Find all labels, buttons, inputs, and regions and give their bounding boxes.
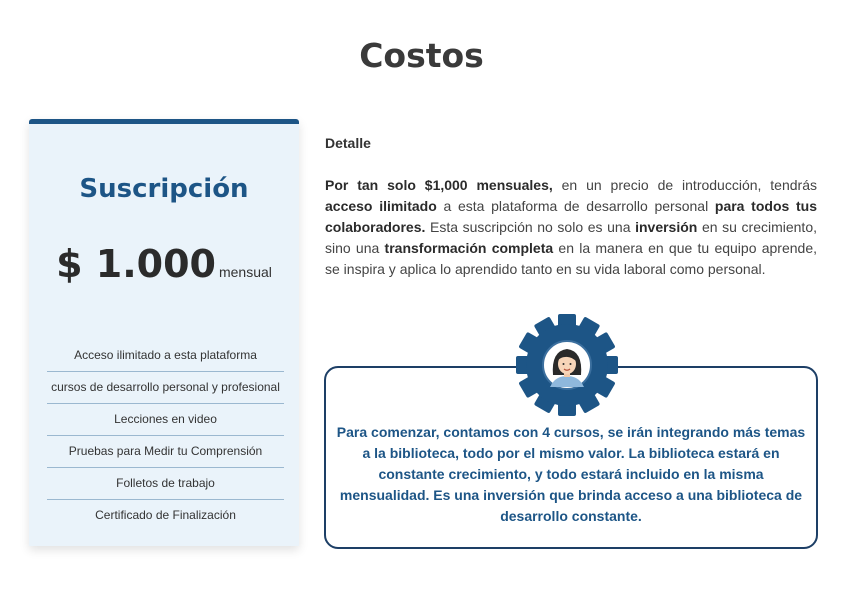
- feature-item: Pruebas para Medir tu Comprensión: [47, 436, 284, 468]
- price-unit: mensual: [218, 264, 272, 280]
- feature-item: Lecciones en video: [47, 404, 284, 436]
- price: [29, 242, 299, 286]
- subscription-card: [29, 119, 299, 546]
- detail-normal: en un precio de introducción, tendrás: [552, 177, 817, 193]
- detail-normal: en la manera en que tu equipo aprende, se inspira y aplica lo aprendido tanto en su vida laboral como personal.: [325, 240, 817, 277]
- card-title: Suscripción: [79, 174, 249, 204]
- price-amount: $ 1.000: [56, 242, 216, 286]
- feature-item: cursos de desarrollo personal y profesional: [47, 372, 284, 404]
- feature-item: Certificado de Finalización: [95, 508, 236, 522]
- detail-bold: transformación completa: [384, 240, 554, 256]
- info-text: Para comenzar, contamos con 4 cursos, se irán integrando más temas a la biblioteca, todo por el mismo valor. La biblioteca estará en constante crecimiento, y todo estará incluido en la misma mensualidad. Es una inversión que brinda acceso a una biblioteca de desarrollo constante.: [336, 424, 806, 524]
- detail-normal: a esta plataforma de desarrollo personal: [436, 198, 715, 214]
- detail-normal: en su crecimiento, sino una: [325, 219, 818, 256]
- feature-item: Acceso ilimitado a esta plataforma: [47, 340, 284, 372]
- detail-heading: Detalle: [325, 135, 371, 151]
- feature-list: [47, 340, 284, 531]
- detail-normal: Esta suscripción no solo es una: [425, 219, 636, 235]
- page-title: Costos: [359, 36, 484, 75]
- detail-bold: para todos tus colaboradores.: [325, 198, 817, 235]
- detail-bold: Por tan solo $1,000 mensuales,: [325, 177, 553, 193]
- detail-bold: acceso ilimitado: [325, 198, 437, 214]
- feature-item: Folletos de trabajo: [47, 468, 284, 500]
- gear-woman-avatar-icon: [515, 313, 619, 417]
- detail-text: [325, 175, 817, 280]
- detail-bold: inversión: [635, 219, 698, 235]
